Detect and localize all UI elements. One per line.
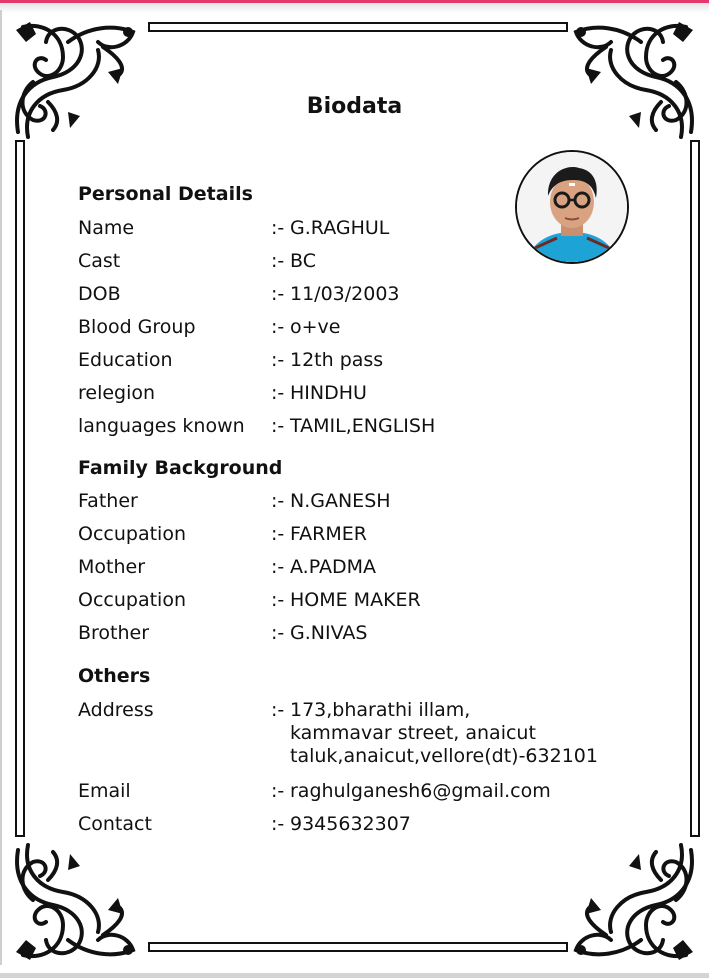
field-label: relegion: [78, 382, 156, 404]
email-value: raghulganesh6@gmail.com: [290, 780, 551, 802]
field-label: Brother: [78, 622, 150, 644]
contact-value: 9345632307: [290, 813, 411, 835]
address-line-1: 173,bharathi illam,: [290, 699, 471, 721]
field-value: o+ve: [290, 316, 341, 338]
page-title: Biodata: [306, 94, 403, 119]
field-value: G.NIVAS: [290, 622, 368, 644]
separator: :-: [271, 415, 285, 437]
field-value: HOME MAKER: [290, 589, 421, 611]
corner-ornament-bottom-right-icon: [566, 835, 701, 970]
section-heading-personal: Personal Details: [78, 183, 253, 205]
profile-photo: [515, 150, 629, 264]
field-label: Occupation: [78, 589, 186, 611]
field-label: Blood Group: [78, 316, 196, 338]
field-label: Mother: [78, 556, 146, 578]
separator: :-: [271, 217, 285, 239]
field-label: Name: [78, 217, 135, 239]
field-label: Address: [78, 699, 154, 721]
separator: :-: [271, 556, 285, 578]
section-heading-family: Family Background: [78, 457, 283, 479]
corner-ornament-top-right-icon: [566, 12, 701, 147]
separator: :-: [271, 349, 285, 371]
separator: :-: [271, 490, 285, 512]
field-value: FARMER: [290, 523, 367, 545]
field-label: Education: [78, 349, 173, 371]
field-label: DOB: [78, 283, 121, 305]
field-value: 11/03/2003: [290, 283, 400, 305]
field-label: Cast: [78, 250, 121, 272]
field-value: TAMIL,ENGLISH: [290, 415, 436, 437]
separator: :-: [271, 589, 285, 611]
separator: :-: [271, 622, 285, 644]
left-page-edge: [0, 10, 2, 965]
field-label: Occupation: [78, 523, 186, 545]
separator: :-: [271, 699, 285, 721]
frame-left-bar: [15, 140, 25, 837]
field-value: N.GANESH: [290, 490, 391, 512]
frame-bottom-bar: [148, 942, 568, 952]
field-value: G.RAGHUL: [290, 217, 390, 239]
separator: :-: [271, 813, 285, 835]
field-value: HINDHU: [290, 382, 367, 404]
section-heading-others: Others: [78, 665, 151, 687]
field-label: Father: [78, 490, 138, 512]
person-portrait-icon: [517, 152, 627, 262]
frame-top-bar: [148, 22, 568, 32]
field-value: A.PADMA: [290, 556, 376, 578]
field-label: Contact: [78, 813, 152, 835]
address-line-2: kammavar street, anaicut: [290, 722, 536, 744]
separator: :-: [271, 382, 285, 404]
separator: :-: [271, 283, 285, 305]
address-line-3: taluk,anaicut,vellore(dt)-632101: [290, 745, 598, 767]
frame-right-bar: [690, 140, 700, 837]
separator: :-: [271, 316, 285, 338]
corner-ornament-top-left-icon: [8, 12, 143, 147]
separator: :-: [271, 780, 285, 802]
field-value: 12th pass: [290, 349, 384, 371]
corner-ornament-bottom-left-icon: [8, 835, 143, 970]
field-value: BC: [290, 250, 316, 272]
separator: :-: [271, 523, 285, 545]
separator: :-: [271, 250, 285, 272]
field-label: Email: [78, 780, 131, 802]
bottom-page-edge: [0, 973, 709, 978]
field-label: languages known: [78, 415, 245, 437]
